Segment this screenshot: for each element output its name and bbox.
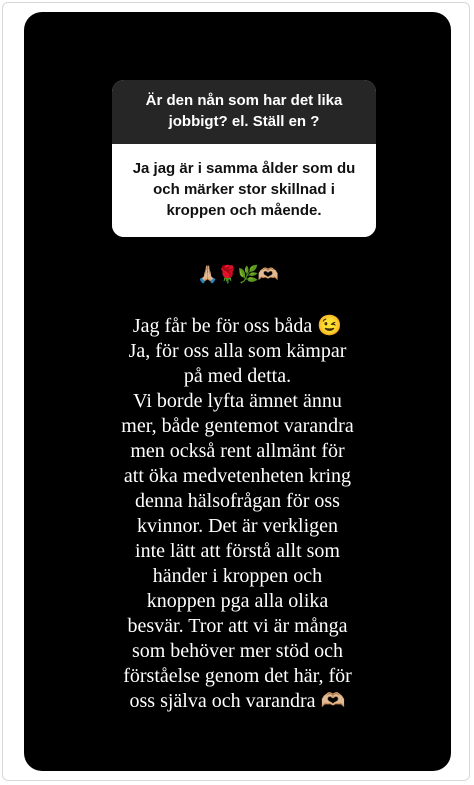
question-sticker[interactable] — [112, 80, 376, 237]
story-canvas[interactable] — [24, 12, 451, 771]
emoji-stickers: 🙏🏼🌹🌿🫶🏼 — [197, 265, 278, 285]
question-sticker-question: Är den nån som har det lika jobbigt? el. Ställ en ? — [112, 80, 376, 144]
story-text: Jag får be för oss båda 😉 Ja, för oss alla som kämpar på med detta. Vi borde lyfta ämnet ännu mer, både gentemot varandra men också rent allmänt för att öka medvetenheten kring denna hälsofrågan för oss kvinnor. Det är verkligen inte lätt att förstå allt som händer i kroppen och knoppen pga alla olika besvär. Tror att vi är många som behöver mer stöd och förståelse genom det här, för oss själva och varandra 🫶🏼 — [121, 315, 354, 712]
question-sticker-answer: Ja jag är i samma ålder som du och märker stor skillnad i kroppen och mående. — [112, 144, 376, 237]
